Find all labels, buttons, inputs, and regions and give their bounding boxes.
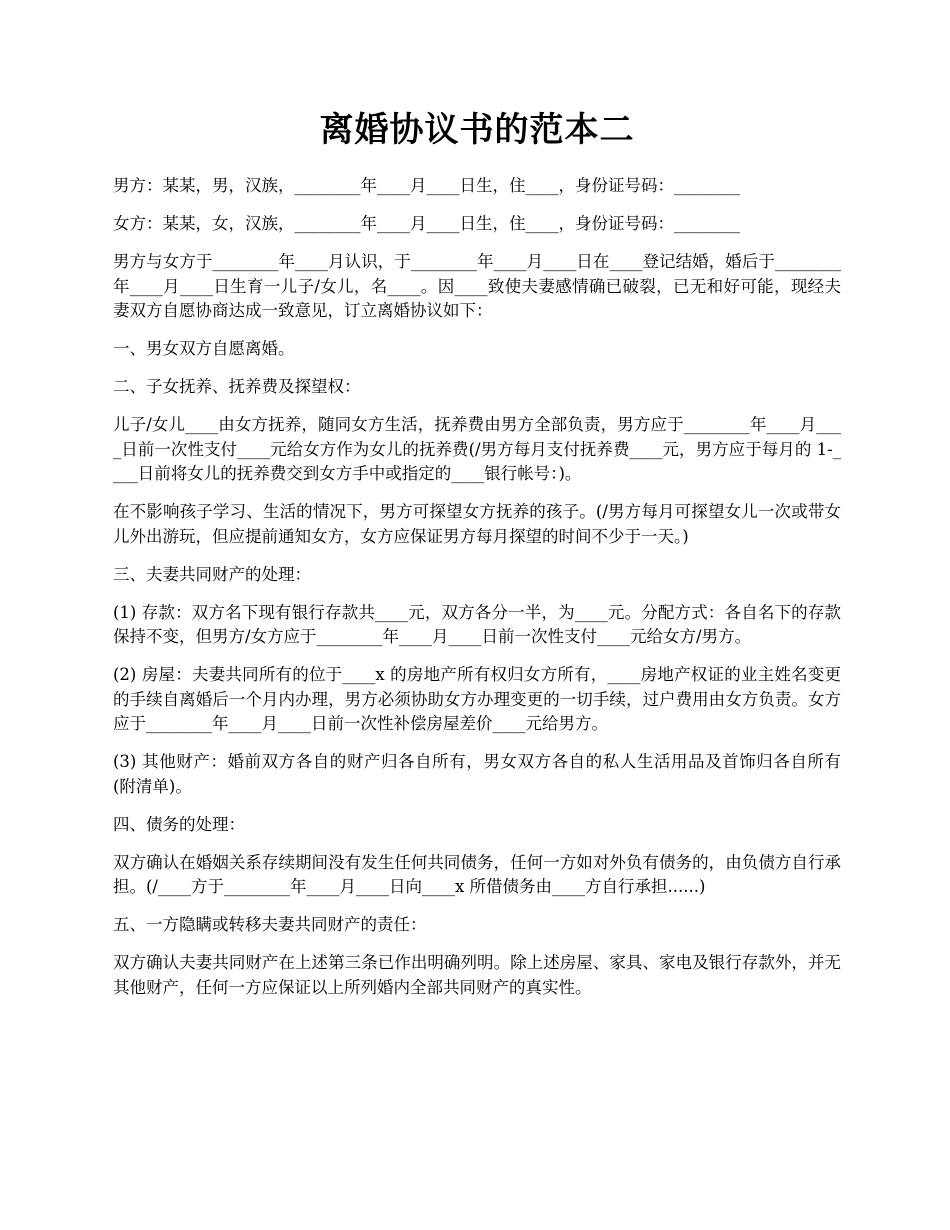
concealment-paragraph: 双方确认夫妻共同财产在上述第三条已作出明确列明。除上述房屋、家具、家电及银行存款外，并无其他财产，任何一方应保证以上所列婚内全部共同财产的真实性。 <box>113 953 841 997</box>
party-female: 女方：某某，女，汉族，________年____月____日生，住____，身份证号码：________ <box>113 214 740 233</box>
section-heading-4: 四、债务的处理： <box>113 814 245 834</box>
party-male: 男方：某某，男，汉族，________年____月____日生，住____，身份证号码：________ <box>113 176 740 195</box>
section-heading-5: 五、一方隐瞒或转移夫妻共同财产的责任： <box>113 915 427 934</box>
house-paragraph: (2) 房屋：夫妻共同所有的位于____x 的房地产所有权归女方所有，____房地产权证的业主姓名变更的手续自离婚后一个月内办理，男方必须协助女方办理变更的一切手续，过户费用由女方负责。女方应于________年____月____日前一次性补偿房屋差价____元给男方。 <box>113 665 841 733</box>
document-page <box>113 108 841 1014</box>
savings-paragraph: (1) 存款：双方名下现有银行存款共____元，双方各分一半，为____元。分配方式：各自名下的存款保持不变，但男方/女方应于________年____月____日前一次性支付____元给女方/男方。 <box>113 602 841 646</box>
preamble-paragraph: 男方与女方于________年____月认识，于________年____月____日在____登记结婚，婚后于________年____月____日生育一儿子/女儿，名____。因____致使夫妻感情确已破裂，已无和好可能，现经夫妻双方自愿协商达成一致意见，订立离婚协议如下： <box>113 252 841 320</box>
visitation-paragraph: 在不影响孩子学习、生活的情况下，男方可探望女方抚养的孩子。(/男方每月可探望女儿一次或带女儿外出游玩，但应提前通知女方，女方应保证男方每月探望的时间不少于一天。) <box>113 502 841 546</box>
debt-paragraph: 双方确认在婚姻关系存续期间没有发生任何共同债务，任何一方如对外负有债务的，由负债方自行承担。(/____方于________年____月____日向____x 所借债务由____方自行承担......) <box>113 852 841 896</box>
section-heading-2: 二、子女抚养、抚养费及探望权： <box>113 377 361 396</box>
document-title: 离婚协议书的范本二 <box>319 110 635 150</box>
section-heading-1: 一、男女双方自愿离婚。 <box>113 339 295 358</box>
section-heading-3: 三、夫妻共同财产的处理： <box>113 564 311 584</box>
other-property-paragraph: (3) 其他财产：婚前双方各自的财产归各自所有，男女双方各自的私人生活用品及首饰归各自所有(附清单)。 <box>113 752 841 796</box>
custody-paragraph: 儿子/女儿____由女方抚养，随同女方生活，抚养费由男方全部负责，男方应于________年____月____日前一次性支付____元给女方作为女儿的抚养费(/男方每月支付抚养费____元，男方应于每月的 1-____日前将女儿的抚养费交到女方手中或指定的____银行帐号：)。 <box>113 415 841 483</box>
